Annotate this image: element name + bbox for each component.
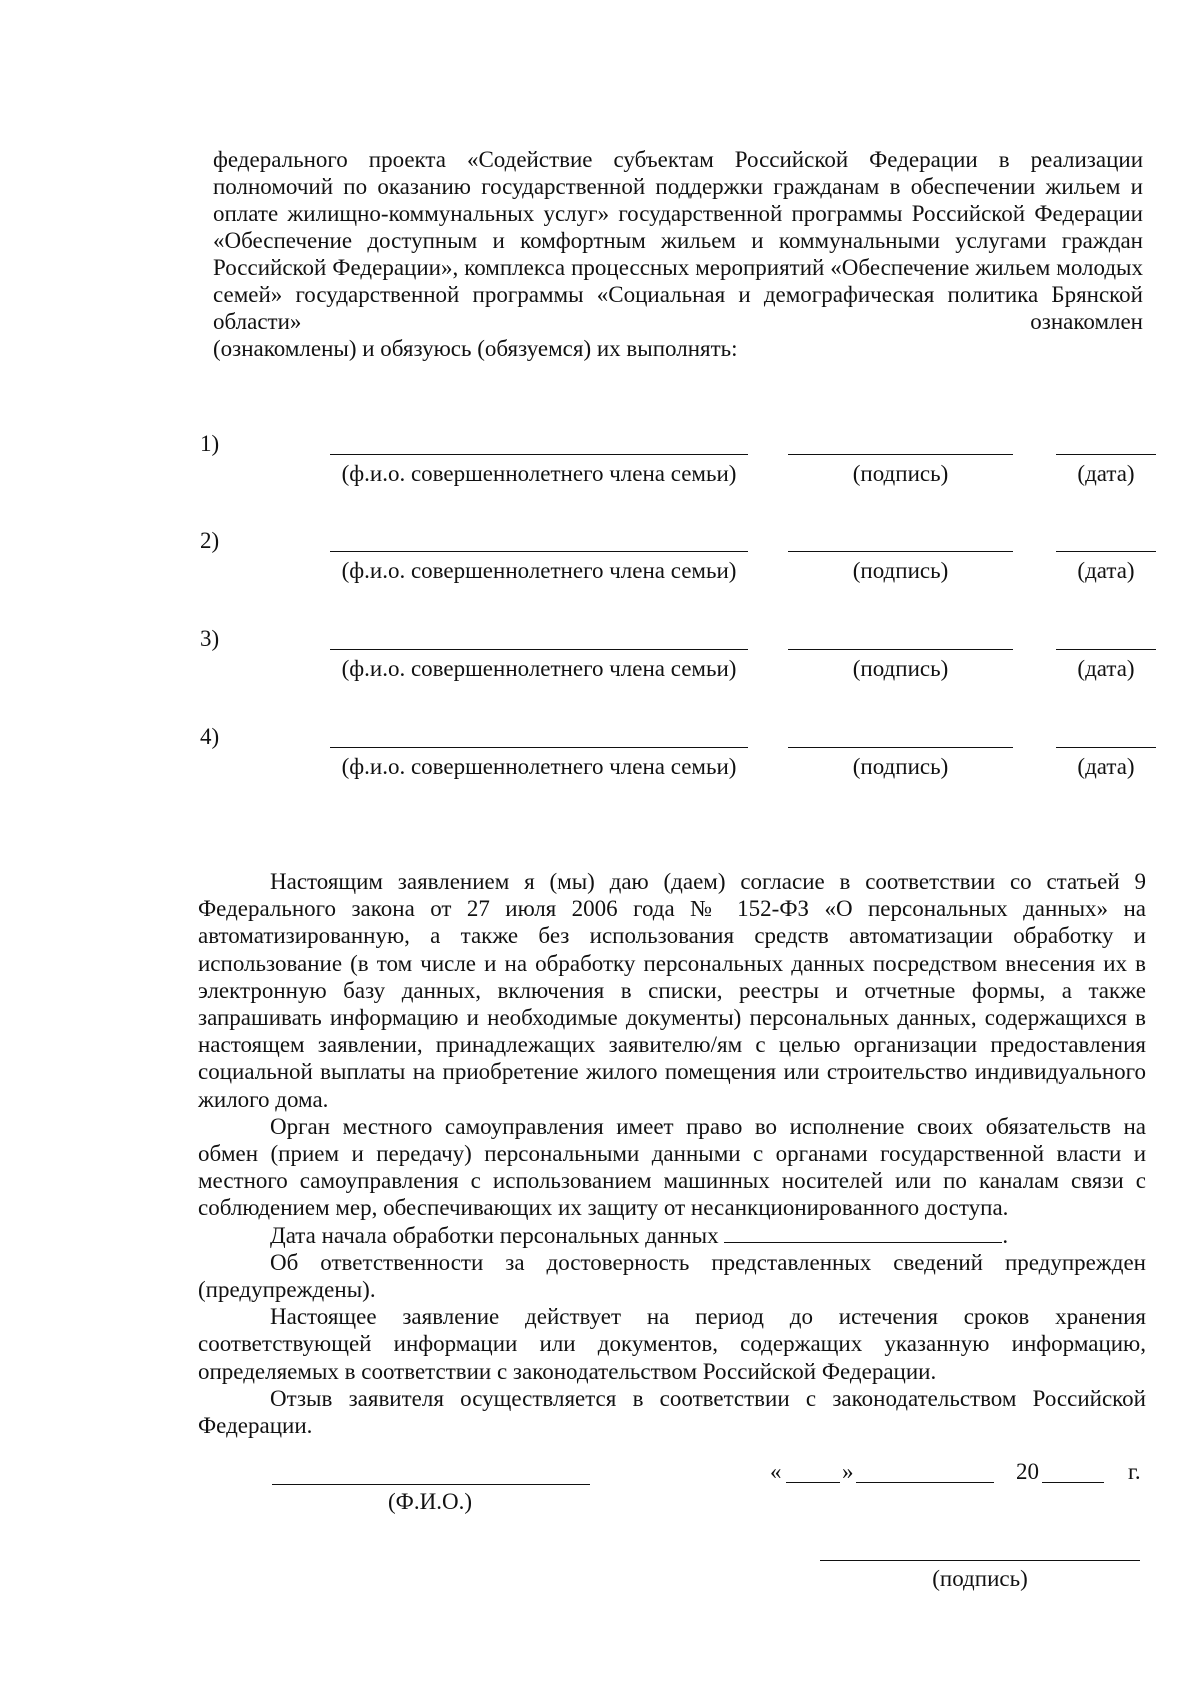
processing-start-date-field[interactable] — [724, 1224, 1002, 1243]
year-prefix: 20 — [1016, 1459, 1039, 1484]
applicant-signature-line[interactable] — [820, 1560, 1140, 1561]
responsibility-paragraph: Об ответственности за достоверность представленных сведений предупрежден (предупреждены). — [198, 1249, 1146, 1303]
date-caption: (дата) — [1077, 656, 1135, 681]
date-caption: (дата) — [1077, 558, 1135, 583]
consent-paragraph: Настоящим заявлением я (мы) даю (даем) согласие в соответствии со статьей 9 Федерального закона от 27 июля 2006 года № 152-ФЗ «О персональных данных» на автоматизированную, а также без использования средств автоматизации обработку и использование (в том числе и на обработку персональных данных посредством внесения их в электронную базу данных, включения в списки, реестры и отчетные формы, а также запрашивать информацию и необходимые документы) персональных данных, содержащихся в настоящем заявлении, принадлежащих заявителю/ям с целью организации предоставления социальной выплаты на приобретение жилого помещения или строительство индивидуального жилого дома. — [198, 869, 1146, 1112]
year-line[interactable] — [1042, 1482, 1104, 1483]
intro-paragraph — [213, 146, 1143, 362]
applicant-name-caption: (Ф.И.О.) — [388, 1489, 472, 1514]
month-line[interactable] — [856, 1482, 994, 1483]
name-caption: (ф.и.о. совершеннолетнего члена семьи) — [341, 558, 737, 583]
date-line[interactable] — [1056, 747, 1156, 748]
name-line[interactable] — [330, 747, 748, 748]
date-open-quote: « — [770, 1459, 782, 1484]
row-number: 1) — [200, 431, 220, 456]
day-line[interactable] — [786, 1482, 840, 1483]
applicant-signature-caption: (подпись) — [932, 1566, 1028, 1591]
date-line[interactable] — [1056, 551, 1156, 552]
name-line[interactable] — [330, 649, 748, 650]
processing-start-paragraph — [198, 1222, 1146, 1249]
rights-paragraph: Орган местного самоуправления имеет право во исполнение своих обязательств на обмен (прием и передачу) персональными данными с органами государственной власти и местного самоуправления с использованием машинных носителей или по каналам связи с соблюдением мер, обеспечивающих их защиту от несанкционированного доступа. — [198, 1113, 1146, 1221]
signature-row-1 — [0, 430, 1200, 526]
year-suffix: г. — [1128, 1459, 1141, 1484]
validity-paragraph: Настоящее заявление действует на период до истечения сроков хранения соответствующей информации или документов, содержащих указанную информацию, определяемых в соответствии с законодательством Российской Федерации. — [198, 1304, 1146, 1384]
signature-caption: (подпись) — [852, 656, 949, 681]
processing-start-end: . — [1002, 1222, 1009, 1248]
name-caption: (ф.и.о. совершеннолетнего члена семьи) — [341, 656, 737, 681]
name-line[interactable] — [330, 551, 748, 552]
consent-section — [198, 868, 1146, 1439]
name-caption: (ф.и.о. совершеннолетнего члена семьи) — [341, 461, 737, 486]
name-caption: (ф.и.о. совершеннолетнего члена семьи) — [341, 754, 737, 779]
date-caption: (дата) — [1077, 461, 1135, 486]
name-line[interactable] — [330, 454, 748, 455]
signature-row-4 — [0, 723, 1200, 819]
signature-row-3 — [0, 625, 1200, 721]
signature-line[interactable] — [788, 747, 1013, 748]
processing-start-label: Дата начала обработки персональных данных — [270, 1222, 719, 1248]
signature-caption: (подпись) — [852, 558, 949, 583]
date-line[interactable] — [1056, 649, 1156, 650]
signature-row-2 — [0, 527, 1200, 623]
signature-caption: (подпись) — [852, 754, 949, 779]
row-number: 3) — [200, 626, 220, 651]
date-caption: (дата) — [1077, 754, 1135, 779]
applicant-name-line[interactable] — [272, 1484, 590, 1485]
intro-last-line: (ознакомлены) и обязуюсь (обязуемся) их выполнять: — [213, 336, 738, 361]
row-number: 4) — [200, 724, 220, 749]
signature-line[interactable] — [788, 649, 1013, 650]
signature-line[interactable] — [788, 551, 1013, 552]
date-close-quote: » — [842, 1459, 854, 1484]
signature-caption: (подпись) — [852, 461, 949, 486]
row-number: 2) — [200, 528, 220, 553]
intro-text: федерального проекта «Содействие субъектам Российской Федерации в реализации полномочий по оказанию государственной поддержки гражданам в обеспечении жильем и оплате жилищно-коммунальных услуг» государственной программы Российской Федерации «Обеспечение доступным и комфортным жильем и коммунальными услугами граждан Российской Федерации», комплекса процессных мероприятий «Обеспечение жильем молодых семей» государственной программы «Социальная и демографическая политика Брянской области» ознакомлен — [213, 147, 1143, 334]
signature-line[interactable] — [788, 454, 1013, 455]
withdrawal-paragraph: Отзыв заявителя осуществляется в соответствии с законодательством Российской Федерации. — [198, 1385, 1146, 1439]
date-field — [770, 1458, 1150, 1488]
date-line[interactable] — [1056, 454, 1156, 455]
